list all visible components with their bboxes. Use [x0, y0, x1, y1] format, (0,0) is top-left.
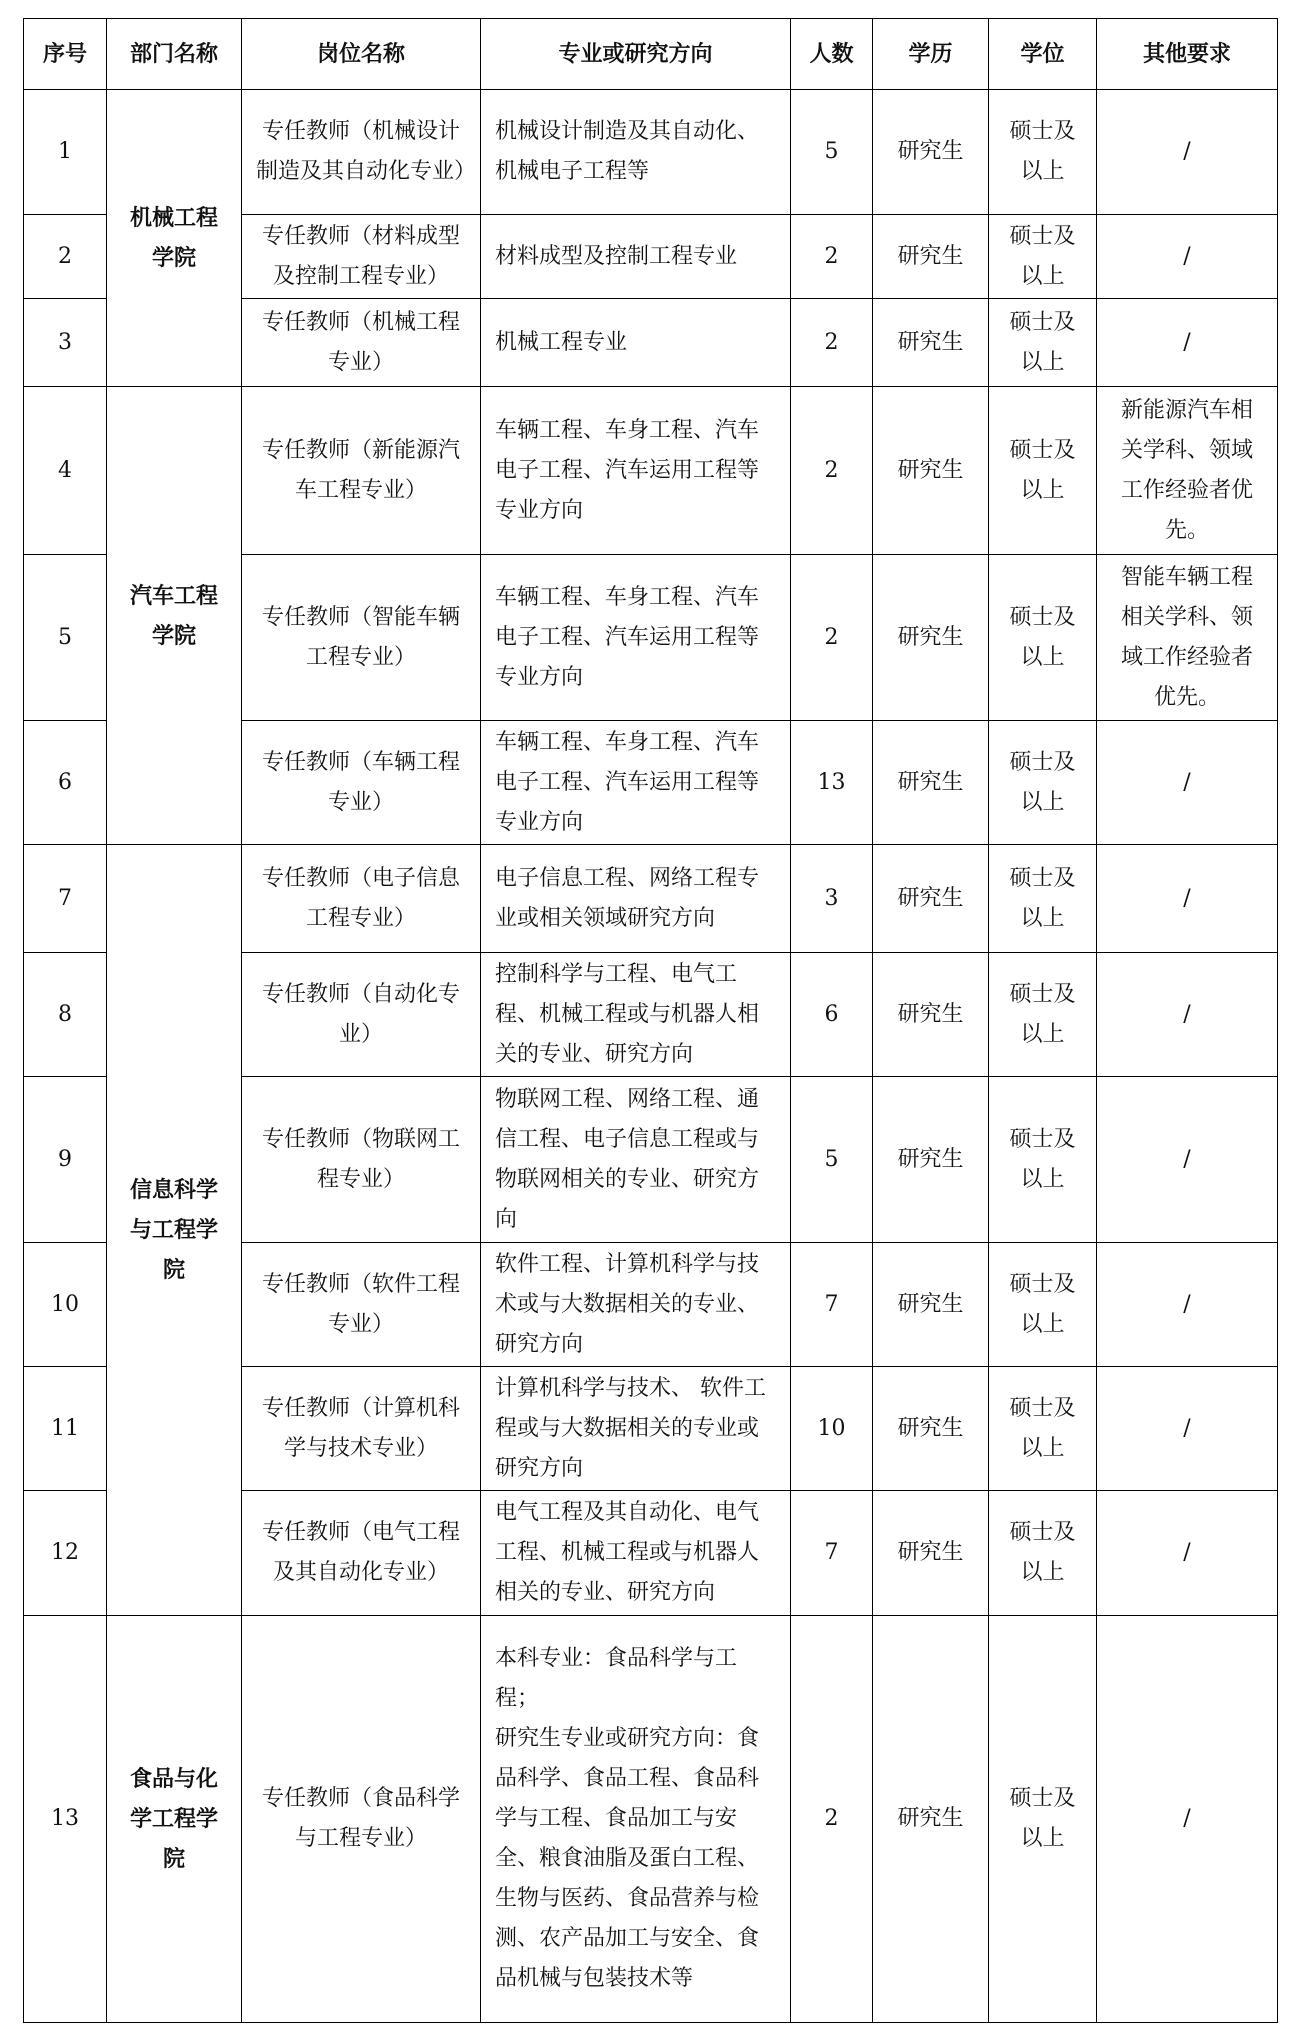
cell-education: 研究生 [873, 215, 989, 299]
recruitment-table-container [23, 18, 1277, 2023]
table-row [24, 1616, 1278, 2023]
cell-major [481, 215, 791, 299]
cell-count: 6 [791, 953, 873, 1077]
cell-major [481, 1243, 791, 1367]
cell-major [481, 1367, 791, 1491]
cell-no: 12 [24, 1491, 107, 1616]
cell-count: 3 [791, 845, 873, 953]
major-paragraph: 研究生专业或研究方向：食品科学、食品工程、食品科学与工程、食品加工与安全、粮食油脂及蛋白工程、生物与医药、食品营养与检测、农产品加工与安全、食品机械与包装技术等 [495, 1726, 760, 1991]
header-post: 岗位名称 [242, 19, 481, 90]
major-paragraph: 材料成型及控制工程专业 [495, 243, 738, 269]
major-paragraph: 电子信息工程、网络工程专业或相关领域研究方向 [495, 865, 760, 931]
cell-post: 专任教师（机械工程专业） [242, 299, 481, 387]
cell-count: 13 [791, 721, 873, 845]
cell-major [481, 1077, 791, 1243]
cell-major [481, 953, 791, 1077]
cell-dept: 汽车工程学院 [107, 387, 242, 845]
cell-degree: 硕士及以上 [989, 215, 1097, 299]
cell-other: / [1097, 953, 1278, 1077]
cell-major [481, 1616, 791, 2023]
cell-count: 5 [791, 1077, 873, 1243]
cell-count: 2 [791, 1616, 873, 2023]
cell-degree: 硕士及以上 [989, 555, 1097, 721]
cell-major [481, 387, 791, 555]
cell-degree: 硕士及以上 [989, 953, 1097, 1077]
cell-count: 2 [791, 215, 873, 299]
cell-degree: 硕士及以上 [989, 721, 1097, 845]
cell-count: 5 [791, 90, 873, 215]
header-major: 专业或研究方向 [481, 19, 791, 90]
cell-degree: 硕士及以上 [989, 1367, 1097, 1491]
cell-no: 8 [24, 953, 107, 1077]
cell-major [481, 1491, 791, 1616]
cell-post: 专任教师（车辆工程专业） [242, 721, 481, 845]
cell-dept: 机械工程学院 [107, 90, 242, 387]
cell-dept: 信息科学与工程学院 [107, 845, 242, 1616]
cell-degree: 硕士及以上 [989, 1077, 1097, 1243]
cell-degree: 硕士及以上 [989, 845, 1097, 953]
cell-major [481, 90, 791, 215]
recruitment-table [23, 18, 1278, 2023]
cell-dept: 食品与化学工程学院 [107, 1616, 242, 2023]
header-count: 人数 [791, 19, 873, 90]
major-paragraph: 电气工程及其自动化、电气工程、机械工程或与机器人相关的专业、研究方向 [495, 1500, 760, 1605]
cell-no: 5 [24, 555, 107, 721]
cell-education: 研究生 [873, 845, 989, 953]
cell-no: 7 [24, 845, 107, 953]
cell-no: 1 [24, 90, 107, 215]
major-paragraph: 软件工程、计算机科学与技术或与大数据相关的专业、研究方向 [495, 1251, 760, 1357]
major-paragraph: 车辆工程、车身工程、汽车电子工程、汽车运用工程等专业方向 [495, 729, 760, 835]
major-paragraph: 车辆工程、车身工程、汽车电子工程、汽车运用工程等专业方向 [495, 417, 760, 523]
cell-education: 研究生 [873, 555, 989, 721]
cell-degree: 硕士及以上 [989, 387, 1097, 555]
table-row [24, 845, 1278, 953]
cell-post: 专任教师（电气工程及其自动化专业） [242, 1491, 481, 1616]
cell-major [481, 721, 791, 845]
cell-other: / [1097, 1077, 1278, 1243]
major-paragraph: 机械设计制造及其自动化、机械电子工程等 [495, 119, 760, 184]
major-paragraph: 车辆工程、车身工程、汽车电子工程、汽车运用工程等专业方向 [495, 584, 760, 690]
cell-other: / [1097, 721, 1278, 845]
header-no: 序号 [24, 19, 107, 90]
cell-education: 研究生 [873, 1367, 989, 1491]
cell-major [481, 299, 791, 387]
cell-degree: 硕士及以上 [989, 90, 1097, 215]
cell-post: 专任教师（计算机科学与技术专业） [242, 1367, 481, 1491]
cell-education: 研究生 [873, 299, 989, 387]
cell-no: 13 [24, 1616, 107, 2023]
cell-post: 专任教师（智能车辆工程专业） [242, 555, 481, 721]
table-row [24, 387, 1278, 555]
cell-education: 研究生 [873, 387, 989, 555]
cell-post: 专任教师（物联网工程专业） [242, 1077, 481, 1243]
cell-other: / [1097, 845, 1278, 953]
major-paragraph: 计算机科学与技术、 软件工程或与大数据相关的专业或研究方向 [495, 1375, 766, 1481]
cell-no: 10 [24, 1243, 107, 1367]
cell-other: / [1097, 299, 1278, 387]
header-row [24, 19, 1278, 90]
cell-education: 研究生 [873, 721, 989, 845]
cell-no: 9 [24, 1077, 107, 1243]
header-dept: 部门名称 [107, 19, 242, 90]
cell-post: 专任教师（自动化专业） [242, 953, 481, 1077]
cell-other: / [1097, 1616, 1278, 2023]
cell-education: 研究生 [873, 1491, 989, 1616]
table-row [24, 90, 1278, 215]
cell-education: 研究生 [873, 90, 989, 215]
cell-no: 3 [24, 299, 107, 387]
cell-other: / [1097, 1243, 1278, 1367]
cell-other: / [1097, 1367, 1278, 1491]
major-paragraph: 物联网工程、网络工程、通信工程、电子信息工程或与物联网相关的专业、研究方向 [495, 1086, 760, 1232]
cell-count: 2 [791, 299, 873, 387]
cell-education: 研究生 [873, 1243, 989, 1367]
cell-degree: 硕士及以上 [989, 1616, 1097, 2023]
header-degree: 学位 [989, 19, 1097, 90]
cell-major [481, 555, 791, 721]
cell-other: 新能源汽车相关学科、领域工作经验者优先。 [1097, 387, 1278, 555]
cell-count: 2 [791, 387, 873, 555]
cell-post: 专任教师（电子信息工程专业） [242, 845, 481, 953]
cell-post: 专任教师（软件工程专业） [242, 1243, 481, 1367]
cell-no: 4 [24, 387, 107, 555]
cell-other: / [1097, 90, 1278, 215]
cell-count: 2 [791, 555, 873, 721]
cell-major [481, 845, 791, 953]
cell-other: / [1097, 1491, 1278, 1616]
cell-degree: 硕士及以上 [989, 299, 1097, 387]
cell-education: 研究生 [873, 953, 989, 1077]
cell-post: 专任教师（食品科学与工程专业） [242, 1616, 481, 2023]
cell-degree: 硕士及以上 [989, 1491, 1097, 1616]
major-paragraph: 控制科学与工程、电气工程、机械工程或与机器人相关的专业、研究方向 [495, 961, 760, 1067]
cell-count: 7 [791, 1243, 873, 1367]
cell-other: 智能车辆工程相关学科、领域工作经验者优先。 [1097, 555, 1278, 721]
major-paragraph: 本科专业：食品科学与工程； [495, 1646, 738, 1711]
cell-count: 10 [791, 1367, 873, 1491]
cell-degree: 硕士及以上 [989, 1243, 1097, 1367]
cell-education: 研究生 [873, 1077, 989, 1243]
cell-education: 研究生 [873, 1616, 989, 2023]
cell-other: / [1097, 215, 1278, 299]
cell-post: 专任教师（机械设计制造及其自动化专业） [242, 90, 481, 215]
cell-post: 专任教师（新能源汽车工程专业） [242, 387, 481, 555]
cell-post: 专任教师（材料成型及控制工程专业） [242, 215, 481, 299]
cell-no: 2 [24, 215, 107, 299]
cell-no: 6 [24, 721, 107, 845]
major-paragraph: 机械工程专业 [495, 329, 628, 355]
table-body [24, 90, 1278, 2023]
cell-no: 11 [24, 1367, 107, 1491]
header-other: 其他要求 [1097, 19, 1278, 90]
header-education: 学历 [873, 19, 989, 90]
cell-count: 7 [791, 1491, 873, 1616]
